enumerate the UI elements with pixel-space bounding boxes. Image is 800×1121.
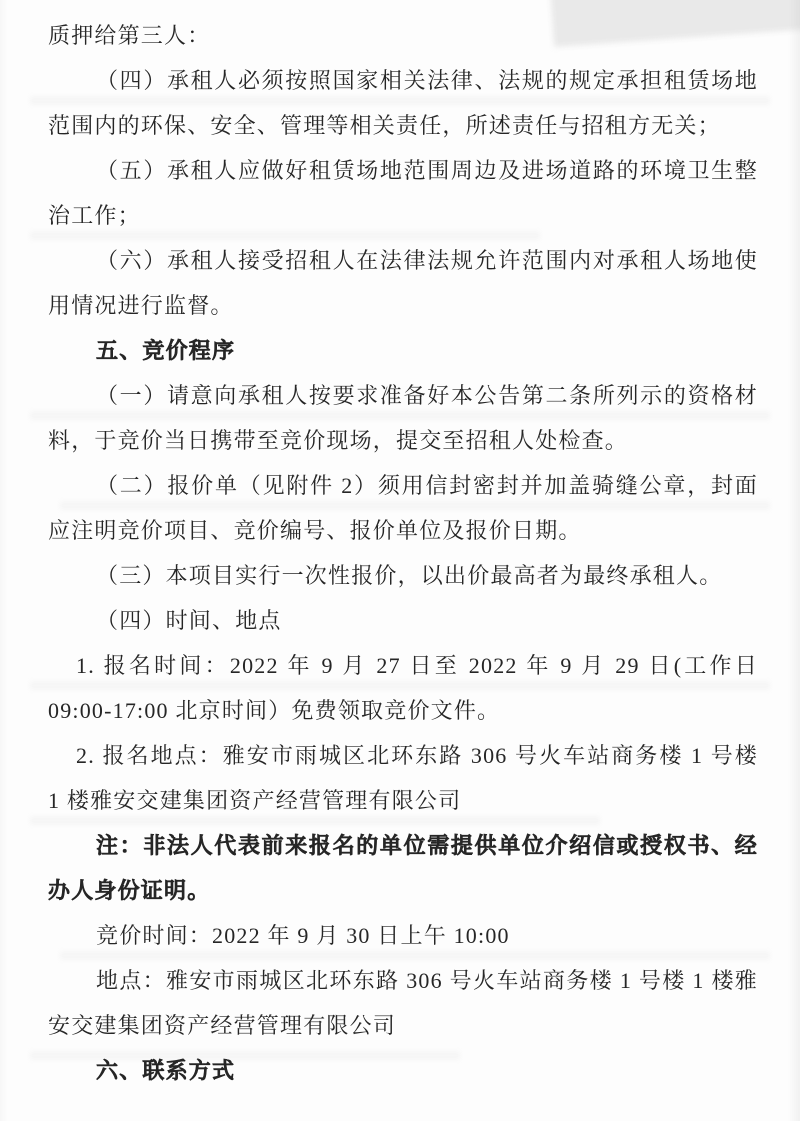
registration-time-line-1: 1. 报名时间：2022 年 9 月 27 日至 2022 年 9 月 29 日(工作日 [76,653,758,678]
clause-5-line-1: （五）承租人应做好租赁场地范围周边及进场道路的环境卫生整 [96,158,758,183]
procedure-item-1-line-2: 料，于竞价当日携带至竞价现场，提交至招租人处检查。 [48,428,629,453]
clause-5-line-2: 治工作； [48,203,141,228]
bidding-time-line: 竞价时间：2022 年 9 月 30 日上午 10:00 [96,923,510,948]
clause-6-line-2: 用情况进行监督。 [48,293,234,318]
procedure-item-1-line-1: （一）请意向承租人按要求准备好本公告第二条所列示的资格材 [96,383,758,408]
procedure-item-2-line-2: 应注明竞价项目、竞价编号、报价单位及报价日期。 [48,518,582,543]
section-5-heading: 五、竞价程序 [96,338,236,363]
registration-time-line-2: 09:00-17:00 北京时间）免费领取竞价文件。 [48,698,501,723]
document-text-block [48,13,758,1093]
clause-4-line-2: 范围内的环保、安全、管理等相关责任，所述责任与招租方无关； [48,113,721,138]
procedure-item-4-heading: （四）时间、地点 [96,608,282,633]
registration-place-line-1: 2. 报名地点：雅安市雨城区北环东路 306 号火车站商务楼 1 号楼 [76,743,758,768]
bidding-place-line-2: 安交建集团资产经营管理有限公司 [48,1013,397,1038]
bidding-place-line-1: 地点：雅安市雨城区北环东路 306 号火车站商务楼 1 号楼 1 楼雅 [96,968,758,993]
registration-place-line-2: 1 楼雅安交建集团资产经营管理有限公司 [48,788,462,813]
section-6-heading: 六、联系方式 [96,1058,236,1083]
pledge-continuation-line: 质押给第三人： [48,23,211,48]
procedure-item-2-line-1: （二）报价单（见附件 2）须用信封密封并加盖骑缝公章，封面 [96,473,758,498]
procedure-item-3-line: （三）本项目实行一次性报价，以出价最高者为最终承租人。 [96,563,723,588]
note-line-1: 注：非法人代表前来报名的单位需提供单位介绍信或授权书、经 [96,833,758,858]
note-line-2: 办人身份证明。 [48,878,211,903]
clause-6-line-1: （六）承租人接受招租人在法律法规允许范围内对承租人场地使 [96,248,758,273]
clause-4-line-1: （四）承租人必须按照国家相关法律、法规的规定承担租赁场地 [96,68,758,93]
